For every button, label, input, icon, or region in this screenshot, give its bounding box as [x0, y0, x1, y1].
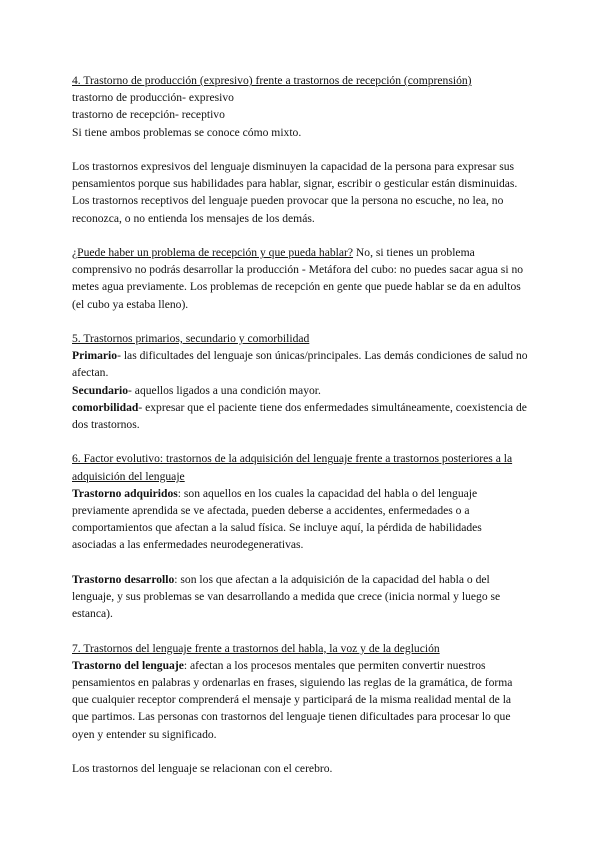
document-page: [72, 72, 528, 777]
answer-text: No, si tienes un problema comprensivo no podrás desarrollar la producción - Metáfora del cubo: no puedes sacar agua si no metes agua previamente. Los problemas de recepción en gente que puede hablar se da en adultos (el cubo ya estaba lleno).: [72, 246, 524, 311]
comorbilidad-paragraph: [72, 399, 528, 433]
section-4-heading: 4. Trastorno de producción (expresivo) frente a trastornos de recepción (comprensión): [72, 74, 472, 87]
desarrollo-term: Trastorno desarrollo: [72, 572, 175, 586]
lenguaje-term: Trastorno del lenguaje: [72, 658, 184, 672]
primario-paragraph: [72, 347, 528, 381]
lenguaje-text: : afectan a los procesos mentales que permiten convertir nuestros pensamientos en palabras y ordenarlas en frases, siguiendo las reglas de la gramática, de forma que cualquier receptor comprenderá el mensaje y participará de la misma realidad mental de la que partimos. Las personas con trastornos del lenguaje tienen dificultades para procesar lo que oyen y entender su significado.: [72, 658, 513, 741]
final-paragraph: Los trastornos del lenguaje se relacionan con el cerebro.: [72, 762, 333, 776]
adquiridos-term: Trastorno adquiridos: [72, 486, 178, 500]
production-line: trastorno de producción- expresivo: [72, 91, 234, 105]
mixed-line: Si tiene ambos problemas se conoce cómo mixto.: [72, 125, 302, 139]
question-paragraph: [72, 244, 528, 313]
desarrollo-paragraph: [72, 571, 528, 623]
expressive-receptive-paragraph: Los trastornos expresivos del lenguaje disminuyen la capacidad de la persona para expresar sus pensamientos porque sus habilidades para hablar, signar, escribir o gesticular están disminuidas. Los trastornos receptivos del lenguaje pueden provocar que la persona no escuche, no lea, no reconozca, o no entienda los mensajes de los demás.: [72, 160, 518, 225]
secundario-paragraph: [72, 382, 528, 399]
reception-line: trastorno de recepción- receptivo: [72, 108, 225, 122]
adquiridos-paragraph: [72, 485, 528, 554]
primario-text: - las dificultades del lenguaje son únicas/principales. Las demás condiciones de salud no afectan.: [72, 349, 528, 380]
adquiridos-text: : son aquellos en los cuales la capacidad del habla o del lenguaje previamente aprendida se ve afectada, pueden deberse a accidentes, enfermedades o a comportamientos que afectan a la salud física. Se incluye aquí, la pérdida de habilidades asociadas a las enfermedades neurodegenerativas.: [72, 486, 482, 552]
section-5-heading: 5. Trastornos primarios, secundario y comorbilidad: [72, 332, 310, 345]
lenguaje-paragraph: [72, 657, 528, 743]
comorbilidad-term: comorbilidad: [72, 400, 139, 414]
desarrollo-text: : son los que afectan a la adquisición de la capacidad del habla o del lenguaje, y sus problemas se van desarrollando a medida que crece (inicia normal y luego se estanca).: [72, 572, 501, 621]
secundario-text: - aquellos ligados a una condición mayor.: [128, 383, 321, 397]
secundario-term: Secundario: [72, 383, 129, 397]
primario-term: Primario: [72, 349, 118, 363]
comorbilidad-text: - expresar que el paciente tiene dos enfermedades simultáneamente, coexistencia de dos trastornos.: [72, 400, 527, 432]
section-7-heading: 7. Trastornos del lenguaje frente a trastornos del habla, la voz y de la deglución: [72, 641, 440, 655]
question-text: ¿Puede haber un problema de recepción y que pueda hablar?: [72, 246, 354, 259]
section-6-heading: 6. Factor evolutivo: trastornos de la adquisición del lenguaje frente a trastornos posteriores a la adquisición del lenguaje: [72, 452, 513, 483]
